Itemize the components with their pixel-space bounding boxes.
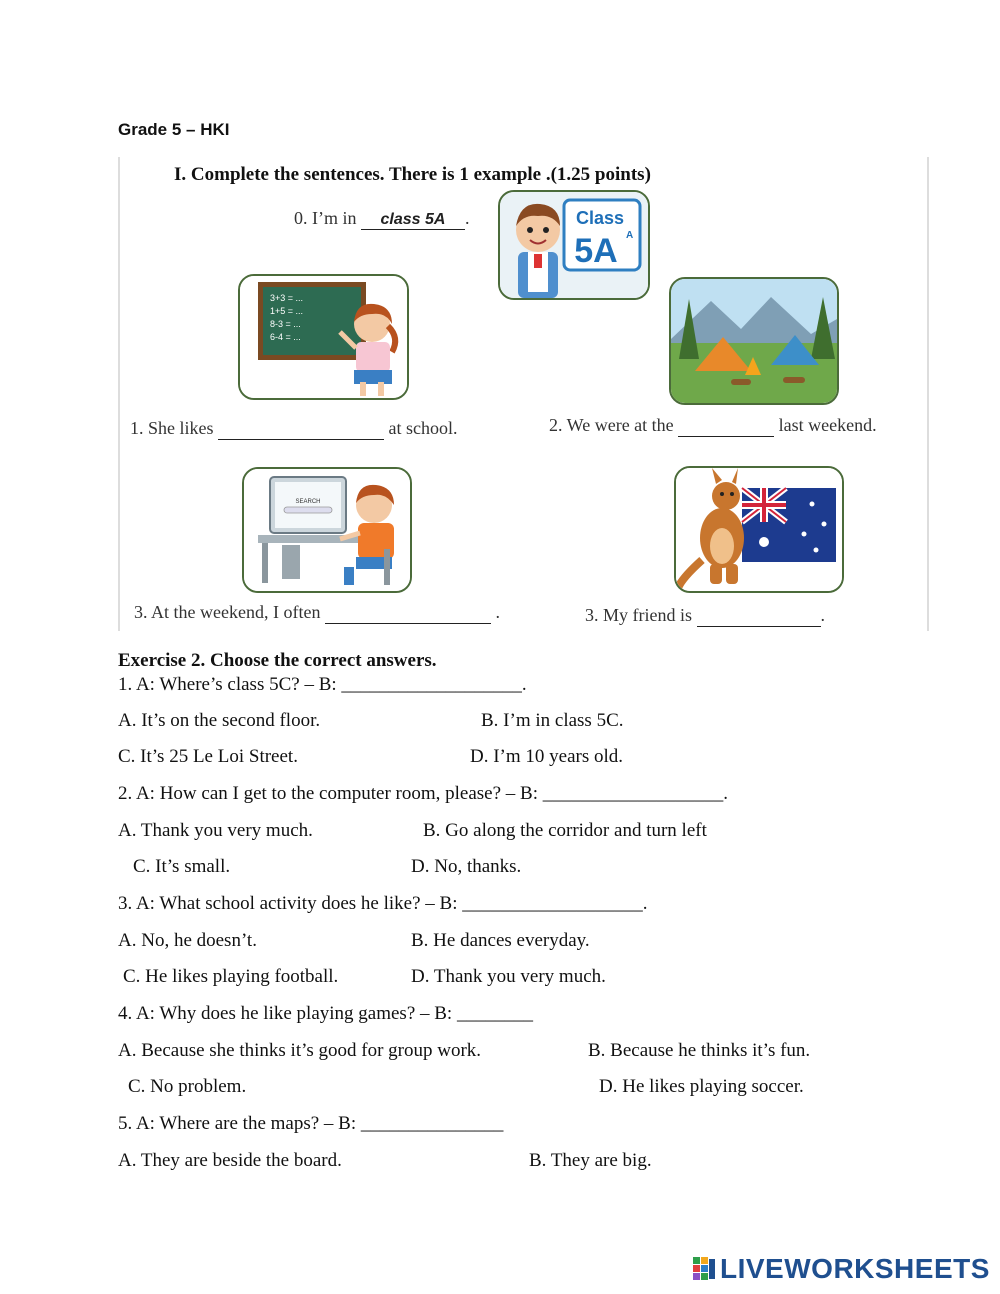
australia-picture <box>674 466 844 593</box>
q2-option-d[interactable]: D. No, thanks. <box>411 856 522 877</box>
q3-option-b[interactable]: B. He dances everyday. <box>411 930 590 951</box>
sentence-3 <box>134 602 500 624</box>
girl-chalkboard-picture <box>238 274 409 400</box>
question-4: 4. A: Why does he like playing games? – B: ________ <box>118 1003 533 1024</box>
question-1: 1. A: Where’s class 5C? – B: ___________________. <box>118 674 527 695</box>
sentence-1-prefix: 1. She likes <box>130 418 214 438</box>
sentence-4 <box>585 605 825 627</box>
q3-option-c[interactable]: C. He likes playing football. <box>123 966 339 987</box>
class-5a-picture <box>498 190 650 300</box>
question-5: 5. A: Where are the maps? – B: _______________ <box>118 1113 504 1134</box>
sentence-2-blank[interactable] <box>678 415 774 437</box>
sentence-3-blank[interactable] <box>325 602 491 624</box>
page-title: Grade 5 – HKI <box>118 120 230 139</box>
q2-option-a[interactable]: A. Thank you very much. <box>118 820 313 841</box>
q1-option-c[interactable]: C. It’s 25 Le Loi Street. <box>118 746 298 767</box>
board-line-1: 3+3 = ... <box>270 293 304 303</box>
sentence-4-suffix: . <box>820 605 825 625</box>
question-3: 3. A: What school activity does he like? – B: ___________________. <box>118 893 648 914</box>
q5-option-b[interactable]: B. They are big. <box>529 1150 652 1171</box>
q4-option-a[interactable]: A. Because she thinks it’s good for group work. <box>118 1040 482 1061</box>
sentence-4-blank[interactable] <box>697 605 821 627</box>
sentence-3-suffix: . <box>495 602 500 622</box>
sentence-2-suffix: last weekend. <box>778 415 877 435</box>
sentence-4-prefix: 3. My friend is <box>585 605 692 625</box>
board-line-2: 1+5 = ... <box>270 306 304 316</box>
example-answer: class 5A <box>380 211 446 228</box>
q3-option-d[interactable]: D. Thank you very much. <box>411 966 606 987</box>
sentence-2 <box>549 415 877 437</box>
question-2: 2. A: How can I get to the computer room, please? – B: ___________________. <box>118 783 729 804</box>
example-blank <box>361 208 465 230</box>
boy-computer-picture <box>242 467 412 593</box>
q1-option-a[interactable]: A. It’s on the second floor. <box>118 710 321 731</box>
sentence-1 <box>130 418 458 440</box>
q4-option-c[interactable]: C. No problem. <box>128 1076 247 1097</box>
board-line-4: 6-4 = ... <box>270 332 301 342</box>
exercise1-title: I. Complete the sentences. There is 1 example .(1.25 points) <box>174 164 651 185</box>
sign-sup: A <box>626 230 634 241</box>
sentence-2-prefix: 2. We were at the <box>549 415 674 435</box>
sentence-3-prefix: 3. At the weekend, I often <box>134 602 321 622</box>
camping-picture <box>669 277 839 405</box>
q2-option-c[interactable]: C. It’s small. <box>133 856 231 877</box>
q1-option-d[interactable]: D. I’m 10 years old. <box>470 746 624 767</box>
sign-line1: Class <box>575 208 625 228</box>
example-suffix: . <box>465 208 470 228</box>
liveworksheets-logo[interactable] <box>693 1254 990 1284</box>
example-sentence <box>294 208 470 230</box>
sentence-1-suffix: at school. <box>388 418 458 438</box>
q4-option-d[interactable]: D. He likes playing soccer. <box>599 1076 804 1097</box>
liveworksheets-logo-icon <box>693 1257 717 1281</box>
sentence-1-blank[interactable] <box>218 418 384 440</box>
board-line-3: 8-3 = ... <box>270 319 301 329</box>
sign-line2: 5A <box>574 232 618 270</box>
q2-option-b[interactable]: B. Go along the corridor and turn left <box>423 820 707 841</box>
q5-option-a[interactable]: A. They are beside the board. <box>118 1150 342 1171</box>
q4-option-b[interactable]: B. Because he thinks it’s fun. <box>588 1040 811 1061</box>
example-prefix: 0. I’m in <box>294 208 357 228</box>
search-label: SEARCH <box>295 499 321 505</box>
q3-option-a[interactable]: A. No, he doesn’t. <box>118 930 257 951</box>
exercise2-title: Exercise 2. Choose the correct answers. <box>118 650 437 671</box>
logo-text: LIVEWORKSHEETS <box>720 1253 990 1284</box>
q1-option-b[interactable]: B. I’m in class 5C. <box>481 710 624 731</box>
